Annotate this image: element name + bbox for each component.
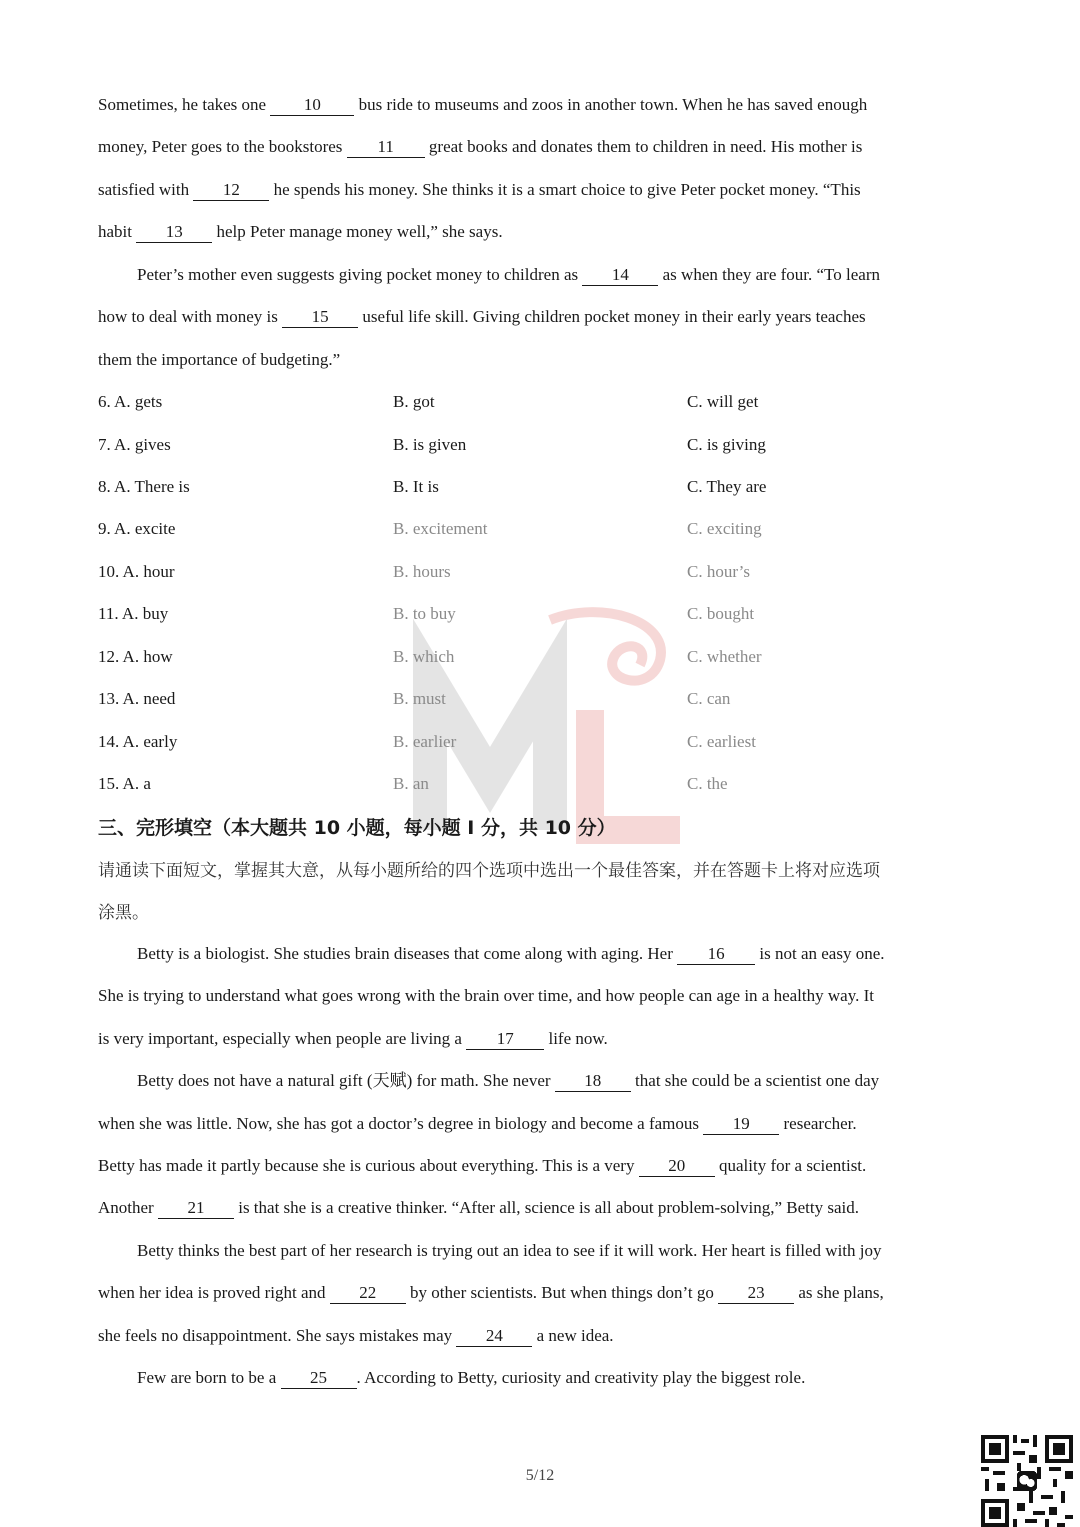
passage-line: Betty thinks the best part of her research is trying out an idea to see if it will work. Her heart is filled with joy: [137, 1241, 882, 1260]
option-b: B. must: [393, 689, 446, 708]
option-b: B. earlier: [393, 732, 457, 751]
section-instruction: 涂黑。: [98, 903, 149, 923]
option-c: C. They are: [687, 477, 767, 496]
option-c: C. can: [687, 689, 731, 708]
passage-line: money, Peter goes to the bookstores 11 great books and donates them to children in need. His mother is: [98, 137, 863, 156]
answer-blank-19: 19: [703, 1114, 779, 1135]
answer-blank-10: 10: [270, 95, 354, 116]
passage-line: Peter’s mother even suggests giving pocket money to children as 14 as when they are four. “To learn: [137, 265, 880, 284]
answer-blank-12: 12: [193, 180, 269, 201]
qr-code-icon: [981, 1435, 1073, 1527]
answer-blank-13: 13: [136, 222, 212, 243]
answer-blank-24: 24: [456, 1326, 532, 1347]
passage-line: She is trying to understand what goes wrong with the brain over time, and how people can age in a healthy way. It: [98, 986, 874, 1005]
option-a: 7. A. gives: [98, 435, 171, 454]
passage-line: them the importance of budgeting.”: [98, 350, 341, 369]
answer-blank-20: 20: [639, 1156, 715, 1177]
passage-line: Few are born to be a 25 . According to Betty, curiosity and creativity play the biggest role.: [137, 1368, 806, 1387]
option-c: C. will get: [687, 392, 759, 411]
option-c: C. exciting: [687, 519, 762, 538]
option-a: 15. A. a: [98, 774, 151, 793]
passage-line: Betty is a biologist. She studies brain diseases that come along with aging. Her 16 is not an easy one.: [137, 944, 885, 963]
option-c: C. hour’s: [687, 562, 750, 581]
passage-line: Betty does not have a natural gift (天赋) for math. She never 18 that she could be a scientist one day: [137, 1071, 880, 1090]
passage-line: Sometimes, he takes one 10 bus ride to museums and zoos in another town. When he has saved enough: [98, 95, 868, 114]
answer-blank-23: 23: [718, 1283, 794, 1304]
option-c: C. whether: [687, 647, 762, 666]
section-instruction: 请通读下面短文，掌握其大意，从每小题所给的四个选项中选出一个最佳答案，并在答题卡上将对应选项: [98, 861, 880, 881]
answer-blank-21: 21: [158, 1198, 234, 1219]
passage-line: when her idea is proved right and 22 by other scientists. But when things don’t go 23 as she plans,: [98, 1283, 884, 1302]
answer-blank-11: 11: [347, 137, 425, 158]
passage-line: is very important, especially when people are living a 17 life now.: [98, 1029, 608, 1048]
answer-blank-18: 18: [555, 1071, 631, 1092]
option-b: B. It is: [393, 477, 439, 496]
answer-blank-22: 22: [330, 1283, 406, 1304]
option-a: 12. A. how: [98, 647, 173, 666]
answer-blank-25: 25: [281, 1368, 357, 1389]
passage-line: how to deal with money is 15 useful life skill. Giving children pocket money in their early years teaches: [98, 307, 866, 326]
passage-line: satisfied with 12 he spends his money. She thinks it is a smart choice to give Peter pocket money. “This: [98, 180, 861, 199]
option-a: 9. A. excite: [98, 519, 176, 538]
option-b: B. excitement: [393, 519, 488, 538]
passage-line: Another 21 is that she is a creative thinker. “After all, science is all about problem-solving,” Betty said.: [98, 1198, 860, 1217]
option-c: C. the: [687, 774, 728, 793]
option-c: C. is giving: [687, 435, 766, 454]
answer-blank-15: 15: [282, 307, 358, 328]
option-a: 6. A. gets: [98, 392, 163, 411]
passage-line: habit 13 help Peter manage money well,” she says.: [98, 222, 503, 241]
page-number: 5/12: [525, 1467, 555, 1484]
option-a: 11. A. buy: [98, 604, 169, 623]
option-a: 14. A. early: [98, 732, 178, 751]
passage-line: she feels no disappointment. She says mistakes may 24 a new idea.: [98, 1326, 614, 1345]
answer-blank-17: 17: [466, 1029, 544, 1050]
passage-line: when she was little. Now, she has got a doctor’s degree in biology and become a famous 19 researcher.: [98, 1114, 857, 1133]
option-b: B. to buy: [393, 604, 456, 623]
option-b: B. is given: [393, 435, 467, 454]
section-heading: 三、完形填空（本大题共 10 小题，每小题 I 分，共 10 分）: [98, 817, 616, 839]
passage-line: Betty has made it partly because she is curious about everything. This is a very 20 quality for a scientist.: [98, 1156, 867, 1175]
option-c: C. bought: [687, 604, 755, 623]
answer-blank-16: 16: [677, 944, 755, 965]
answer-blank-14: 14: [582, 265, 658, 286]
option-b: B. hours: [393, 562, 451, 581]
option-a: 8. A. There is: [98, 477, 190, 496]
option-b: B. which: [393, 647, 455, 666]
option-b: B. an: [393, 774, 429, 793]
option-b: B. got: [393, 392, 435, 411]
option-a: 13. A. need: [98, 689, 176, 708]
option-c: C. earliest: [687, 732, 756, 751]
option-a: 10. A. hour: [98, 562, 175, 581]
